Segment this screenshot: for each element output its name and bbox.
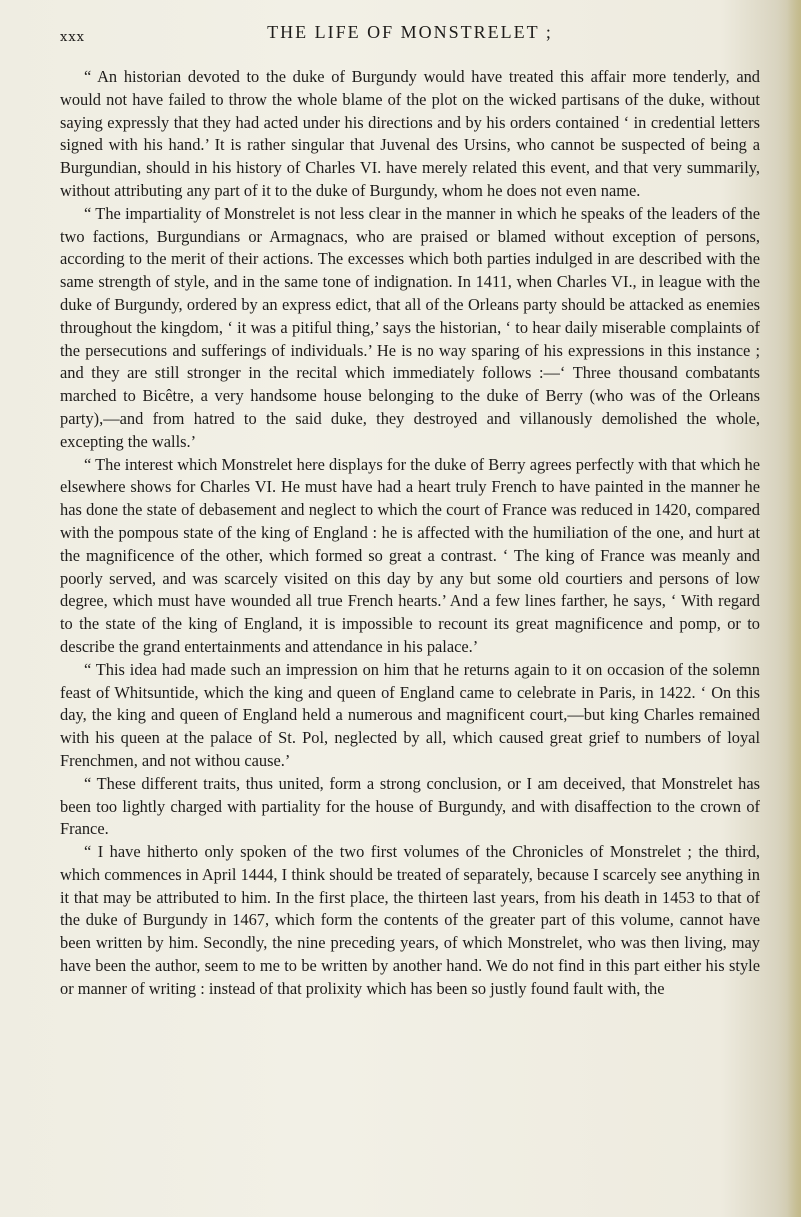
paragraph: “ These different traits, thus united, form a strong conclusion, or I am deceived, that Monstrelet has been too lightly charged with partiality for the house of Burgundy, and with disaffection to the crown of France. xyxy=(60,773,760,839)
paragraph: “ The interest which Monstrelet here displays for the duke of Berry agrees perfectly with that which he elsewhere shows for Charles VI. He must have had a heart truly French to have painted in the manner he has done the state of debasement and neglect to which the court of France was reduced in 1420, compared with the pompous state of the king of England : he is affected with the humiliation of the one, and hurt at the magnificence of the other, which formed so great a contrast. ‘ The king of France was meanly and poorly served, and was scarcely visited on this day by any but some old courtiers and persons of low degree, which must have wounded all true French hearts.’ And a few lines farther, he says, ‘ With regard to the state of the king of England, it is impossible to recount its great magnificence and pomp, or to describe the grand entertainments and attendance in his palace.’ xyxy=(60,454,760,656)
paragraph: “ The impartiality of Monstrelet is not less clear in the manner in which he speaks of the leaders of the two factions, Burgundians or Armagnacs, who are praised or blamed without exception of persons, according to the merit of their actions. The excesses which both parties indulged in are described with the same strength of style, and in the same tone of indignation. In 1411, when Charles VI., in league with the duke of Burgundy, ordered by an express edict, that all of the Orleans party should be attacked as enemies throughout the kingdom, ‘ it was a pitiful thing,’ says the historian, ‘ to hear daily miserable complaints of the persecutions and sufferings of individuals.’ He is no way sparing of his expressions in this instance ; and they are still stronger in the recital which immediately follows :—‘ Three thousand combatants marched to Bicêtre, a very handsome house belonging to the duke of Berry (who was of the Orleans party),—and from hatred to the said duke, they destroyed and villanously demolished the whole, excepting the walls.’ xyxy=(60,203,760,451)
page-number: xxx xyxy=(60,30,85,45)
paragraph: “ This idea had made such an impression on him that he returns again to it on occasion of the solemn feast of Whitsuntide, which the king and queen of England came to celebrate in Paris, in 1422. ‘ On this day, the king and queen of England held a numerous and magnificent court,—but king Charles remained with his queen at the palace of St. Pol, neglected by all, which caused great grief to numbers of loyal Frenchmen, and not withou cause.’ xyxy=(60,659,760,770)
page-edge-shadow xyxy=(787,0,801,1217)
running-head: THE LIFE OF MONSTRELET ; xyxy=(267,22,553,42)
page-header xyxy=(60,22,760,52)
paragraph: “ I have hitherto only spoken of the two first volumes of the Chronicles of Monstrelet ; the third, which commences in April 1444, I think should be treated of separately, because I scarcely see anything in it that may be attributed to him. In the first place, the thirteen last years, from his death in 1453 to that of the duke of Burgundy in 1467, which form the contents of the greater part of this volume, cannot have been written by him. Secondly, the nine preceding years, of which Monstrelet, who was then living, may have been the author, seem to me to be written by another hand. We do not find in this part either his style or manner of writing : instead of that prolixity which has been so justly found fault with, the xyxy=(60,842,760,998)
paragraph: “ An historian devoted to the duke of Burgundy would have treated this affair more tenderly, and would not have failed to throw the whole blame of the plot on the wicked partisans of the duke, without saying expressly that they had acted under his directions and by his orders contained ‘ in credential letters signed with his hand.’ It is rather singular that Juvenal des Ursins, who cannot be suspected of being a Burgundian, should in his history of Charles VI. have merely related this event, and that very summarily, without attributing any part of it to the duke of Burgundy, whom he does not even name. xyxy=(60,67,760,200)
body-text xyxy=(60,66,760,1001)
